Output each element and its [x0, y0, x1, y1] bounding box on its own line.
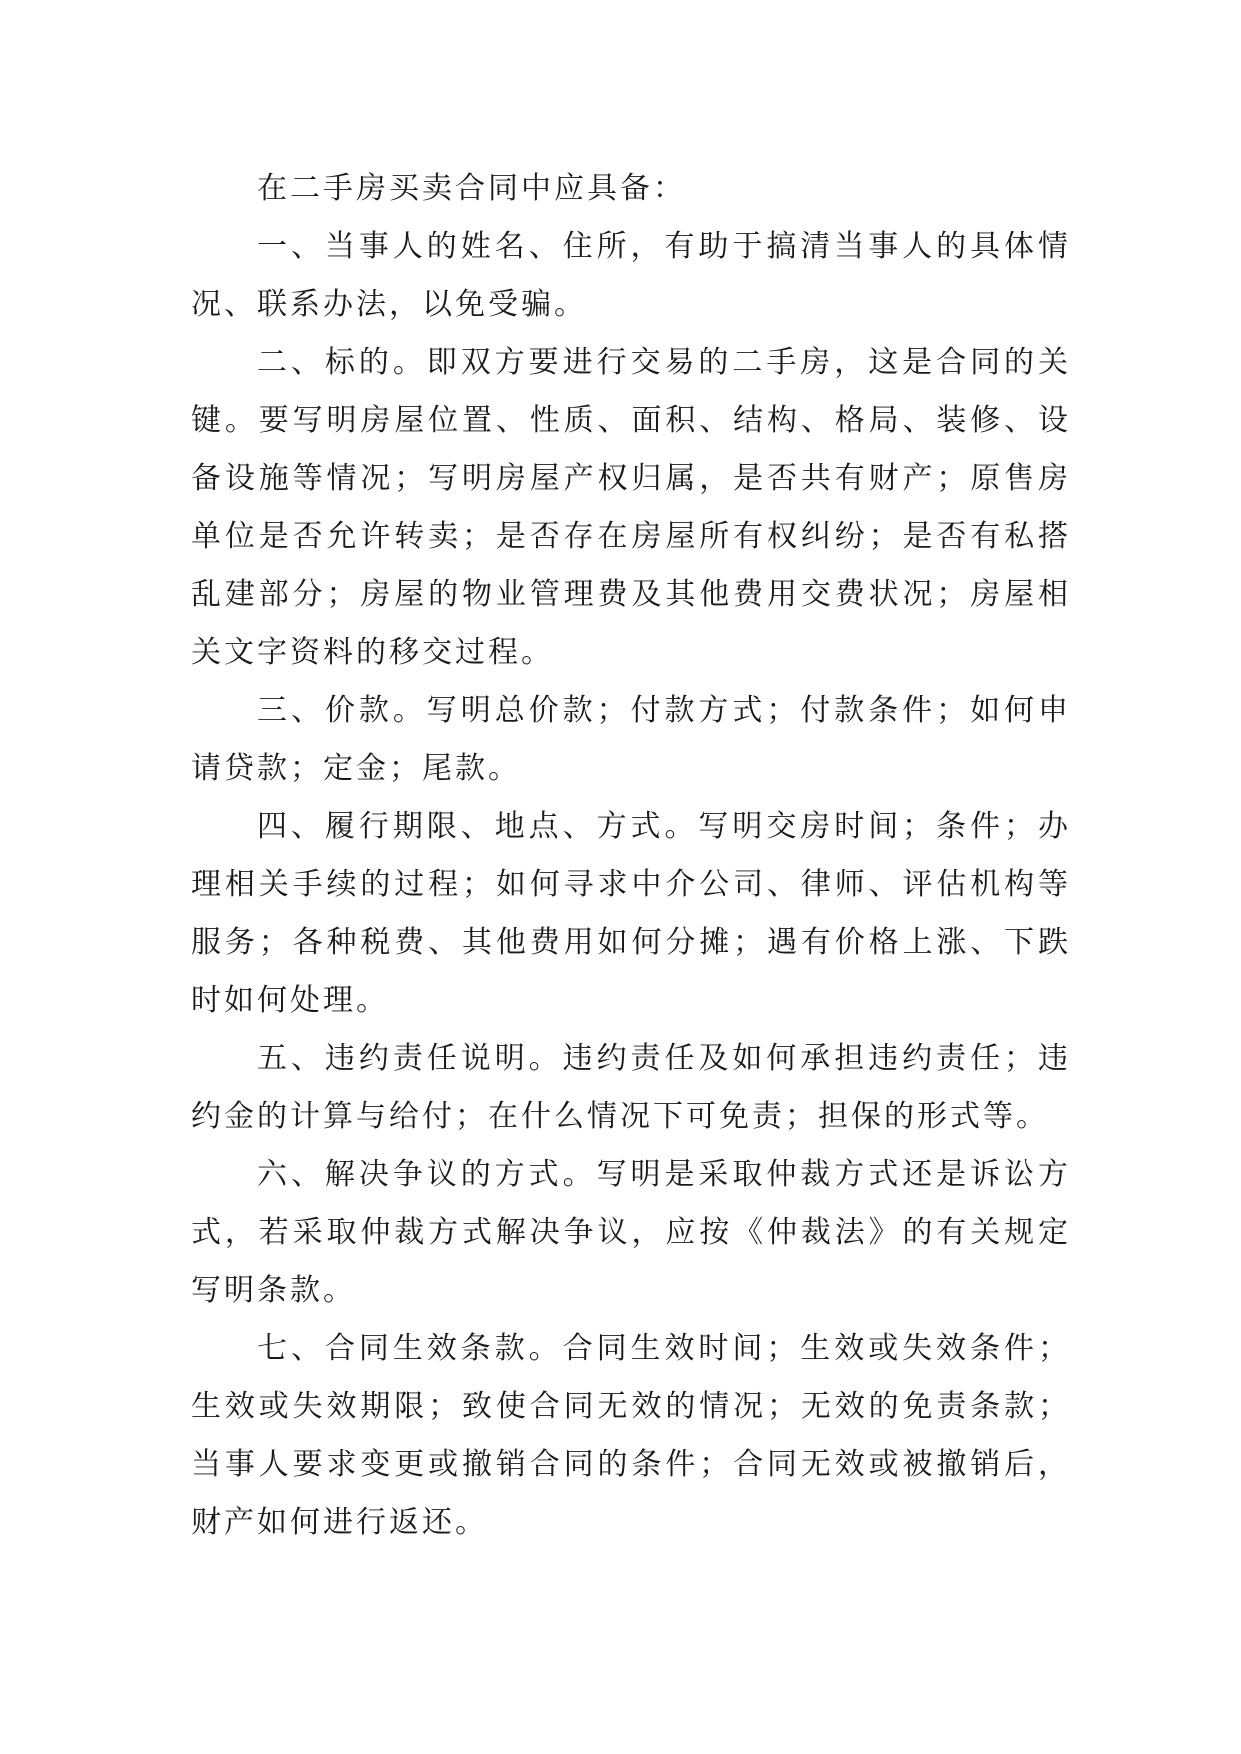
clause-2-paragraph: 二、标的。即双方要进行交易的二手房，这是合同的关键。要写明房屋位置、性质、面积、结构、格局、装修、设备设施等情况；写明房屋产权归属，是否共有财产；原售房单位是否允许转卖；是否存在房屋所有权纠纷；是否有私搭乱建部分；房屋的物业管理费及其他费用交费状况；房屋相关文字资料的移交过程。	[191, 345, 1071, 670]
clause-1-paragraph: 一、当事人的姓名、住所，有助于搞清当事人的具体情况、联系办法，以免受骗。	[191, 229, 1071, 322]
clause-5-paragraph: 五、违约责任说明。违约责任及如何承担违约责任；违约金的计算与给付；在什么情况下可免责；担保的形式等。	[191, 1041, 1071, 1134]
document-body	[191, 160, 1071, 1552]
clause-4-paragraph: 四、履行期限、地点、方式。写明交房时间；条件；办理相关手续的过程；如何寻求中介公司、律师、评估机构等服务；各种税费、其他费用如何分摊；遇有价格上涨、下跌时如何处理。	[191, 809, 1071, 1018]
intro-paragraph: 在二手房买卖合同中应具备：	[257, 171, 686, 206]
clause-7-paragraph: 七、合同生效条款。合同生效时间；生效或失效条件；生效或失效期限；致使合同无效的情况；无效的免责条款；当事人要求变更或撤销合同的条件；合同无效或被撤销后，财产如何进行返还。	[191, 1331, 1071, 1540]
clause-3-paragraph: 三、价款。写明总价款；付款方式；付款条件；如何申请贷款；定金；尾款。	[191, 693, 1071, 786]
clause-6-paragraph: 六、解决争议的方式。写明是采取仲裁方式还是诉讼方式，若采取仲裁方式解决争议，应按《仲裁法》的有关规定写明条款。	[191, 1157, 1071, 1308]
